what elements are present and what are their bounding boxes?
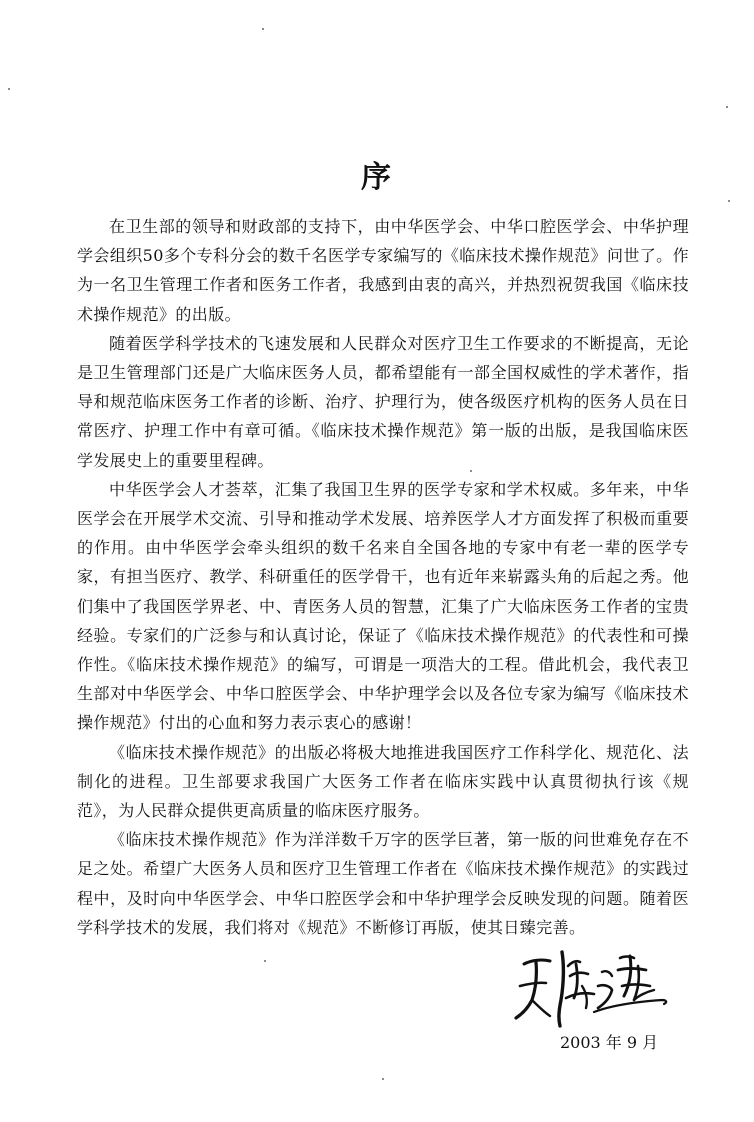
page-title: 序 bbox=[361, 160, 393, 196]
paragraph: 在卫生部的领导和财政部的支持下，由中华医学会、中华口腔医学会、中华护理学会组织50多个专科分会的数千名医学专家编写的《临床技术操作规范》问世了。作为一名卫生管理工作者和医务工作者，我感到由衷的高兴，并热烈祝贺我国《临床技术操作规范》的出版。 bbox=[77, 217, 689, 324]
scan-speck bbox=[726, 106, 728, 108]
scan-speck bbox=[728, 200, 730, 202]
paragraph: 随着医学科学技术的飞速发展和人民群众对医疗卫生工作要求的不断提高，无论是卫生管理部门还是广大临床医务人员，都希望能有一部全国权威性的学术著作，指导和规范临床医务工作者的诊断、治疗、护理行为，使各级医疗机构的医务人员在日常医疗、护理工作中有章可循。《临床技术操作规范》第一版的出版，是我国临床医学发展史上的重要里程碑。 bbox=[77, 333, 689, 470]
paragraph: 《临床技术操作规范》的出版必将极大地推进我国医疗工作科学化、规范化、法制化的进程。卫生部要求我国广大医务工作者在临床实践中认真贯彻执行该《规范》，为人民群众提供更高质量的临床医疗服务。 bbox=[77, 742, 689, 821]
scan-speck bbox=[8, 88, 10, 90]
scan-speck bbox=[382, 1078, 384, 1080]
handwritten-signature bbox=[506, 942, 676, 1032]
scan-speck bbox=[264, 960, 266, 962]
paragraph: 中华医学会人才荟萃，汇集了我国卫生界的医学专家和学术权威。多年来，中华医学会在开展学术交流、引导和推动学术发展、培养医学人才方面发挥了积极而重要的作用。由中华医学会牵头组织的数千名来自全国各地的专家中有老一辈的医学专家，有担当医疗、教学、科研重任的医学骨干，也有近年来崭露头角的后起之秀。他们集中了我国医学界老、中、青医务人员的智慧，汇集了广大临床医务工作者的宝贵经验。专家们的广泛参与和认真讨论，保证了《临床技术操作规范》的代表性和可操作性。《临床技术操作规范》的编写，可谓是一项浩大的工程。借此机会，我代表卫生部对中华医学会、中华口腔医学会、中华护理学会以及各位专家为编写《临床技术操作规范》付出的心血和努力表示衷心的感谢！ bbox=[77, 479, 689, 733]
date-line: 2003 年 9 月 bbox=[560, 1033, 659, 1052]
preface-body bbox=[77, 212, 689, 942]
paragraph: 《临床技术操作规范》作为洋洋数千万字的医学巨著，第一版的问世难免存在不足之处。希望广大医务人员和医疗卫生管理工作者在《临床技术操作规范》的实践过程中，及时向中华医学会、中华口腔医学会和中华护理学会反映发现的问题。随着医学科学技术的发展，我们将对《规范》不断修订再版，使其日臻完善。 bbox=[77, 830, 689, 937]
scan-speck bbox=[262, 28, 264, 30]
scan-speck bbox=[470, 470, 472, 472]
